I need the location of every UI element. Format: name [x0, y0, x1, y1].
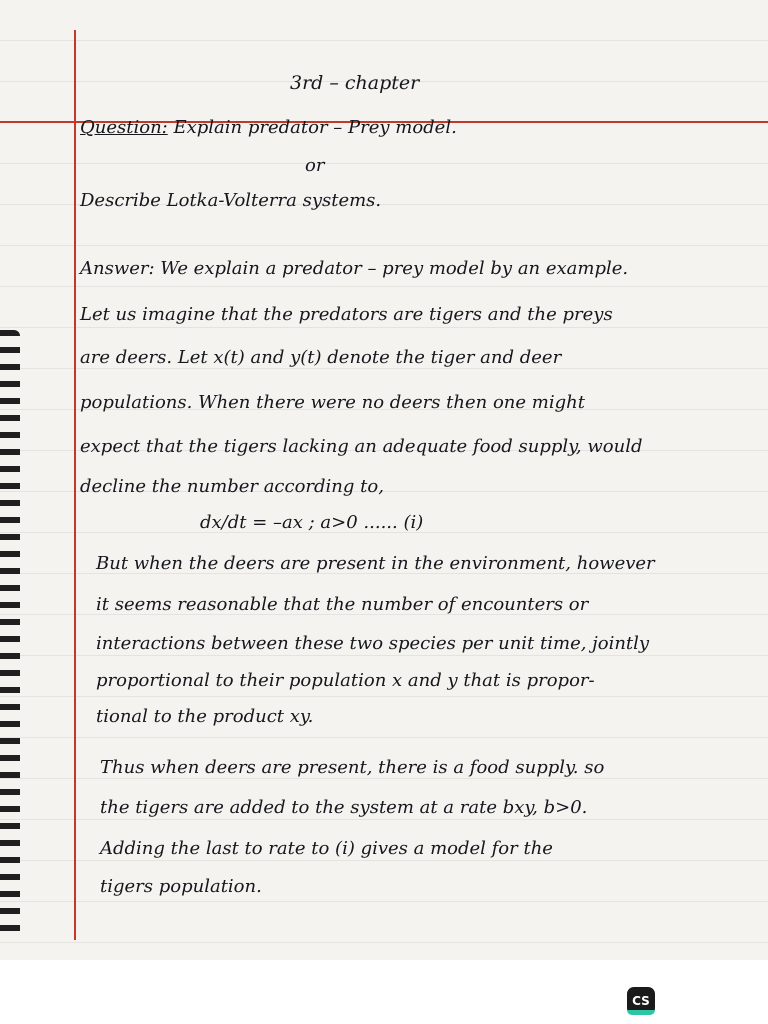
question-label: Question:	[80, 117, 168, 138]
text-line: interactions between these two species per unit time, jointly	[96, 633, 650, 654]
question-text: Explain predator – Prey model.	[173, 117, 457, 138]
logo-text: CS	[632, 994, 650, 1008]
text-line: Thus when deers are present, there is a food supply. so	[100, 757, 605, 778]
or-text: or	[305, 155, 325, 176]
logo-accent	[627, 1010, 655, 1015]
text-line: Adding the last to rate to (i) gives a model for the	[100, 838, 553, 859]
text-line: tional to the product xy.	[96, 706, 314, 727]
spiral-binding	[0, 330, 20, 940]
text-line: tigers population.	[100, 876, 262, 897]
text-line: the tigers are added to the system at a rate bxy, b>0.	[100, 797, 588, 818]
text-line: expect that the tigers lacking an adequate food supply, would	[80, 436, 643, 457]
text-line: decline the number according to,	[80, 476, 384, 497]
text-line: are deers. Let x(t) and y(t) denote the tiger and deer	[80, 347, 562, 368]
chapter-title: 3rd – chapter	[290, 72, 420, 94]
text-line: But when the deers are present in the environment, however	[96, 553, 655, 574]
text-line: Let us imagine that the predators are tigers and the preys	[80, 304, 613, 325]
text-line: Answer: We explain a predator – prey model by an example.	[80, 258, 629, 279]
camscanner-logo-icon	[627, 987, 655, 1015]
text-line: proportional to their population x and y that is propor-	[96, 670, 595, 691]
question-line	[80, 117, 760, 138]
left-margin-line	[74, 30, 76, 940]
equation: dx/dt = –ax ; a>0 ...... (i)	[200, 512, 424, 533]
text-line: it seems reasonable that the number of encounters or	[96, 594, 589, 615]
text-line: populations. When there were no deers then one might	[80, 392, 585, 413]
question-alt: Describe Lotka-Volterra systems.	[80, 190, 382, 211]
